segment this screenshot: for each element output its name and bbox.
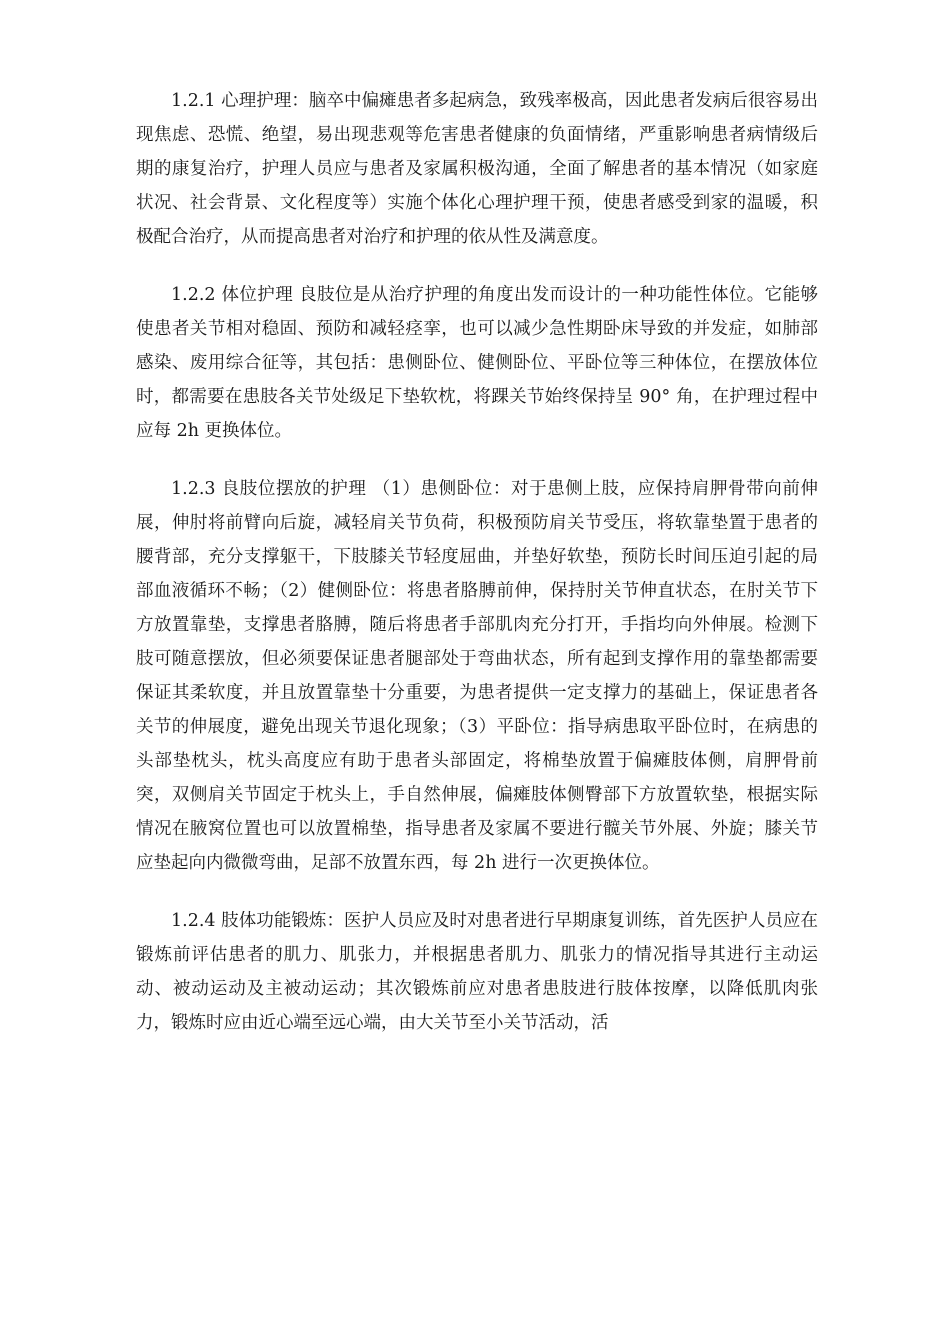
paragraph-limb-position-placement: 1.2.3 良肢位摆放的护理 （1）患侧卧位：对于患侧上肢，应保持肩胛骨带向前伸展，伸肘将前臂向后旋，减轻肩关节负荷，积极预防肩关节受压，将软靠垫置于患者的腰背部，充分支撑躯干，下肢膝关节轻度屈曲，并垫好软垫，预防长时间压迫引起的局部血液循环不畅；（2）健侧卧位：将患者胳膊前伸，保持肘关节伸直状态，在肘关节下方放置靠垫，支撑患者胳膊，随后将患者手部肌肉充分打开，手指均向外伸展。检测下肢可随意摆放，但必须要保证患者腿部处于弯曲状态，所有起到支撑作用的靠垫都需要保证其柔软度，并且放置靠垫十分重要，为患者提供一定支撑力的基础上，保证患者各关节的伸展度，避免出现关节退化现象；（3）平卧位：指导病患取平卧位时，在病患的头部垫枕头，枕头高度应有助于患者头部固定，将棉垫放置于偏瘫肢体侧，肩胛骨前突，双侧肩关节固定于枕头上，手自然伸展，偏瘫肢体侧臀部下方放置软垫，根据实际情况在腋窝位置也可以放置棉垫，指导患者及家属不要进行髋关节外展、外旋；膝关节应垫起向内微微弯曲，足部不放置东西，每 2h 进行一次更换体位。	[136, 479, 818, 873]
paragraph-limb-function-exercise: 1.2.4 肢体功能锻炼：医护人员应及时对患者进行早期康复训练，首先医护人员应在锻炼前评估患者的肌力、肌张力，并根据患者肌力、肌张力的情况指导其进行主动运动、被动运动及主被动运动；其次锻炼前应对患者患肢进行肢体按摩，以降低肌肉张力，锻炼时应由近心端至远心端，由大关节至小关节活动，活	[136, 911, 818, 1033]
paragraph-psychological-nursing: 1.2.1 心理护理：脑卒中偏瘫患者多起病急，致残率极高，因此患者发病后很容易出现焦虑、恐慌、绝望，易出现悲观等危害患者健康的负面情绪，严重影响患者病情级后期的康复治疗，护理人员应与患者及家属积极沟通，全面了解患者的基本情况（如家庭状况、社会背景、文化程度等）实施个体化心理护理干预，使患者感受到家的温暖，积极配合治疗，从而提高患者对治疗和护理的依从性及满意度。	[136, 91, 818, 247]
document-page	[136, 84, 818, 1064]
paragraph-position-nursing: 1.2.2 体位护理 良肢位是从治疗护理的角度出发而设计的一种功能性体位。它能够使患者关节相对稳固、预防和减轻痉挛，也可以减少急性期卧床导致的并发症，如肺部感染、废用综合征等，其包括：患侧卧位、健侧卧位、平卧位等三种体位，在摆放体位时，都需要在患肢各关节处级足下垫软枕，将踝关节始终保持呈 90° 角，在护理过程中应每 2h 更换体位。	[136, 285, 818, 441]
